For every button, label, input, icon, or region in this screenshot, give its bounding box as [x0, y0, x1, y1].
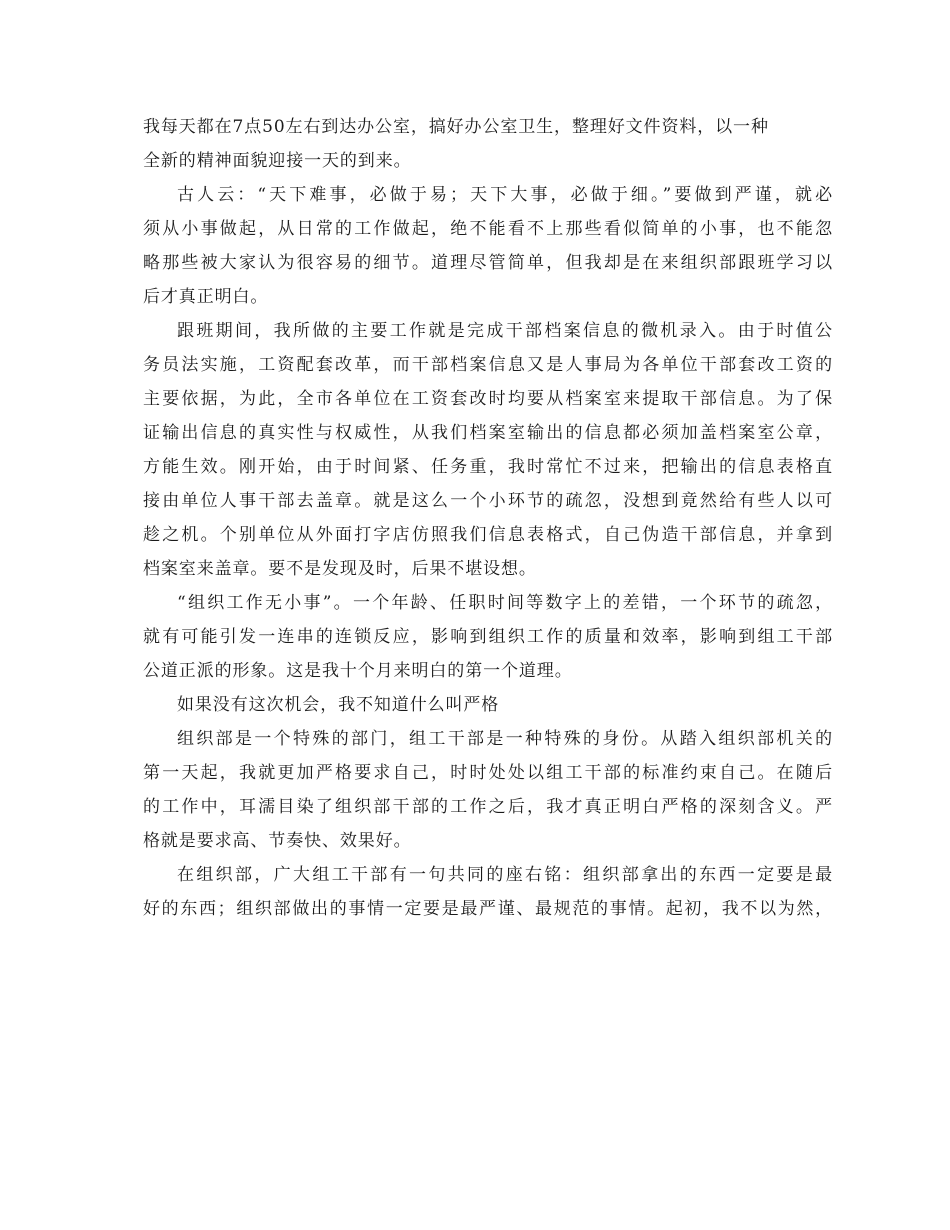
- text-line: 好的东西；组织部做出的事情一定要是最严谨、最规范的事情。起初，我不以为然，: [143, 899, 833, 919]
- text-line: 全新的精神面貌迎接一天的到来。: [143, 151, 412, 171]
- text-line: 我每天都在7点50左右到达办公室，搞好办公室卫生，整理好文件资料，以一种: [143, 117, 769, 137]
- paragraph-first-line: “组织工作无小事”。一个年龄、任职时间等数字上的差错，一个环节的疏忽，: [177, 593, 833, 613]
- text-line: 趁之机。个别单位从外面打字店仿照我们信息表格式，自己伪造干部信息，并拿到: [143, 525, 833, 545]
- text-line: 方能生效。刚开始，由于时间紧、任务重，我时常忙不过来，把输出的信息表格直: [143, 457, 833, 477]
- text-line: 主要依据，为此，全市各单位在工资套改时均要从档案室来提取干部信息。为了保: [143, 389, 833, 409]
- paragraph-first-line: 如果没有这次机会，我不知道什么叫严格: [177, 695, 500, 715]
- text-line: 公道正派的形象。这是我十个月来明白的第一个道理。: [143, 661, 573, 681]
- text-line: 的工作中，耳濡目染了组织部干部的工作之后，我才真正明白严格的深刻含义。严: [143, 797, 833, 817]
- text-line: 证输出信息的真实性与权威性，从我们档案室输出的信息都必须加盖档案室公章，: [143, 423, 833, 443]
- text-line: 第一天起，我就更加严格要求自己，时时处处以组工干部的标准约束自己。在随后: [143, 763, 833, 783]
- text-line: 务员法实施，工资配套改革，而干部档案信息又是人事局为各单位干部套改工资的: [143, 355, 833, 375]
- paragraph-first-line: 在组织部，广大组工干部有一句共同的座右铭：组织部拿出的东西一定要是最: [177, 865, 833, 885]
- text-line: 后才真正明白。: [143, 287, 269, 307]
- paragraph-first-line: 组织部是一个特殊的部门，组工干部是一种特殊的身份。从踏入组织部机关的: [177, 729, 833, 749]
- text-line: 档案室来盖章。要不是发现及时，后果不堪设想。: [143, 559, 537, 579]
- text-line: 格就是要求高、节奏快、效果好。: [143, 831, 412, 851]
- paragraph-first-line: 跟班期间，我所做的主要工作就是完成干部档案信息的微机录入。由于时值公: [177, 321, 833, 341]
- text-line: 就有可能引发一连串的连锁反应，影响到组织工作的质量和效率，影响到组工干部: [143, 627, 833, 647]
- text-line: 须从小事做起，从日常的工作做起，绝不能看不上那些看似简单的小事，也不能忽: [143, 219, 833, 239]
- text-line: 接由单位人事干部去盖章。就是这么一个小环节的疏忽，没想到竟然给有些人以可: [143, 491, 833, 511]
- document-body: [143, 110, 833, 926]
- text-line: 略那些被大家认为很容易的细节。道理尽管简单，但我却是在来组织部跟班学习以: [143, 253, 833, 273]
- paragraph-first-line: 古人云：“天下难事，必做于易；天下大事，必做于细。”要做到严谨，就必: [177, 185, 833, 205]
